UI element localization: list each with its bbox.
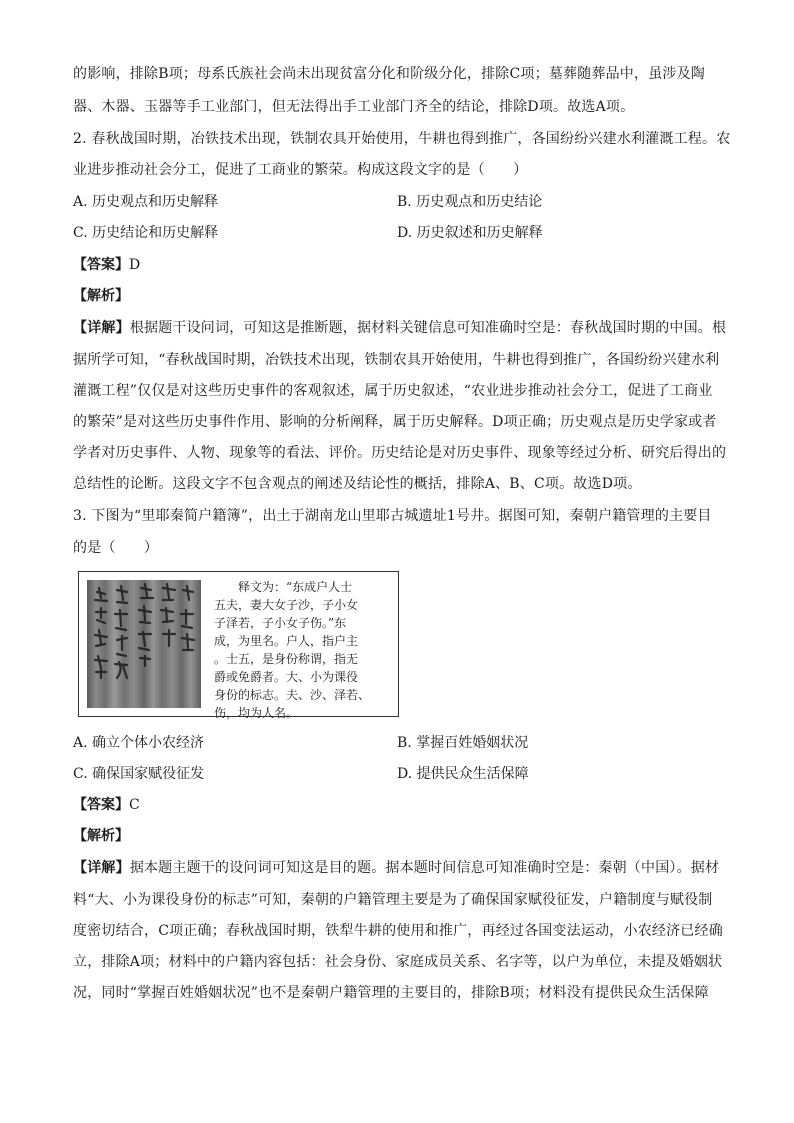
figure-caption: 释文为：“东成户人士 五夫，妻大女子沙，子小女 子泽若，子小女子伤。”东 成，为里名。户人，指户主 。士五，是身份称谓，指无 爵或免爵者。大、小为课役 身份的标志。夫、沙、泽若、 伤，均为人名。: [214, 580, 371, 720]
detail-line: 的繁荣”是对这些历史事件作用、影响的分析阐释，属于历史解释。D项正确；历史观点是历史学家或者: [73, 414, 717, 430]
detail-line: 【详解】据本题主题干的设问词可知这是目的题。据本题时间信息可知准确时空是：秦朝（中国）。据材: [73, 860, 720, 876]
question-3-stem: 的是（ ）: [73, 540, 159, 556]
text-line: 器、木器、玉器等手工业部门，但无法得出手工业部门齐全的结论，排除D项。故选A项。: [73, 99, 635, 115]
detail-line: 立，排除A项；材料中的户籍内容包括：社会身份、家庭成员关系、名字等，以户为单位，未提及婚姻状: [73, 954, 723, 970]
option-a: A. 确立个体小农经济: [73, 735, 205, 751]
option-c: C. 确保国家赋役征发: [73, 766, 205, 782]
text-line: 的影响，排除B项；母系氏族社会尚未出现贫富分化和阶级分化，排除C项；墓葬随葬品中，虽涉及陶: [73, 66, 705, 82]
figure-box: [78, 571, 399, 720]
detail-label: 【详解】: [73, 320, 130, 336]
option-a: A. 历史观点和历史解释: [73, 194, 219, 210]
answer-row: [73, 795, 140, 815]
detail-line: 灌溉工程”仅仅是对这些历史事件的客观叙述，属于历史叙述，“农业进步推动社会分工，促进了工商业: [73, 383, 713, 399]
detail-line: 【详解】根据题干设问词，可知这是推断题，据材料关键信息可知准确时空是：春秋战国时期的中国。根: [73, 320, 727, 336]
option-b: B. 历史观点和历史结论: [397, 194, 543, 210]
bamboo-slip-photo: [87, 580, 201, 708]
option-d: D. 提供民众生活保障: [397, 766, 529, 782]
detail-line: 总结性的论断。这段文字不包含观点的阐述及结论性的概括，排除A、B、C项。故选D项。: [73, 476, 642, 492]
question-2-stem: 业进步推动社会分工，促进了工商业的繁荣。构成这段文字的是（ ）: [73, 162, 528, 178]
answer-label: 【答案】: [73, 257, 129, 273]
detail-line: 度密切结合，C项正确；春秋战国时期，铁犁牛耕的使用和推广，再经过各国变法运动，小农经济已经确: [73, 923, 723, 939]
answer-label: 【答案】: [73, 797, 129, 813]
option-c: C. 历史结论和历史解释: [73, 225, 219, 241]
detail-line: 据所学可知，“春秋战国时期，冶铁技术出现，铁制农具开始使用，牛耕也得到推广，各国纷纷兴建水利: [73, 352, 720, 368]
analysis-label: 【解析】: [73, 288, 129, 304]
answer-value: C: [129, 797, 140, 813]
option-d: D. 历史叙述和历史解释: [397, 225, 543, 241]
detail-label: 【详解】: [73, 860, 130, 876]
question-3-stem: 3. 下图为“里耶秦简户籍簿”，出土于湖南龙山里耶古城遗址1号井。据图可知，秦朝户籍管理的主要目: [73, 508, 712, 524]
option-b: B. 掌握百姓婚姻状况: [397, 735, 529, 751]
analysis-label: 【解析】: [73, 828, 129, 844]
detail-line: 况，同时“掌握百姓婚姻状况”也不是秦朝户籍管理的主要目的，排除B项；材料没有提供民众生活保障: [73, 985, 709, 1001]
answer-row: [73, 255, 140, 275]
detail-line: 料“大、小为课役身份的标志”可知，秦朝的户籍管理主要是为了确保国家赋役征发，户籍制度与赋役制: [73, 892, 713, 908]
question-2-stem: 2. 春秋战国时期，冶铁技术出现，铁制农具开始使用，牛耕也得到推广，各国纷纷兴建水利灌溉工程。农: [73, 131, 731, 147]
detail-line: 学者对历史事件、人物、现象等的看法、评价。历史结论是对历史事件、现象等经过分析、研究后得出的: [73, 445, 727, 461]
answer-value: D: [129, 257, 141, 273]
